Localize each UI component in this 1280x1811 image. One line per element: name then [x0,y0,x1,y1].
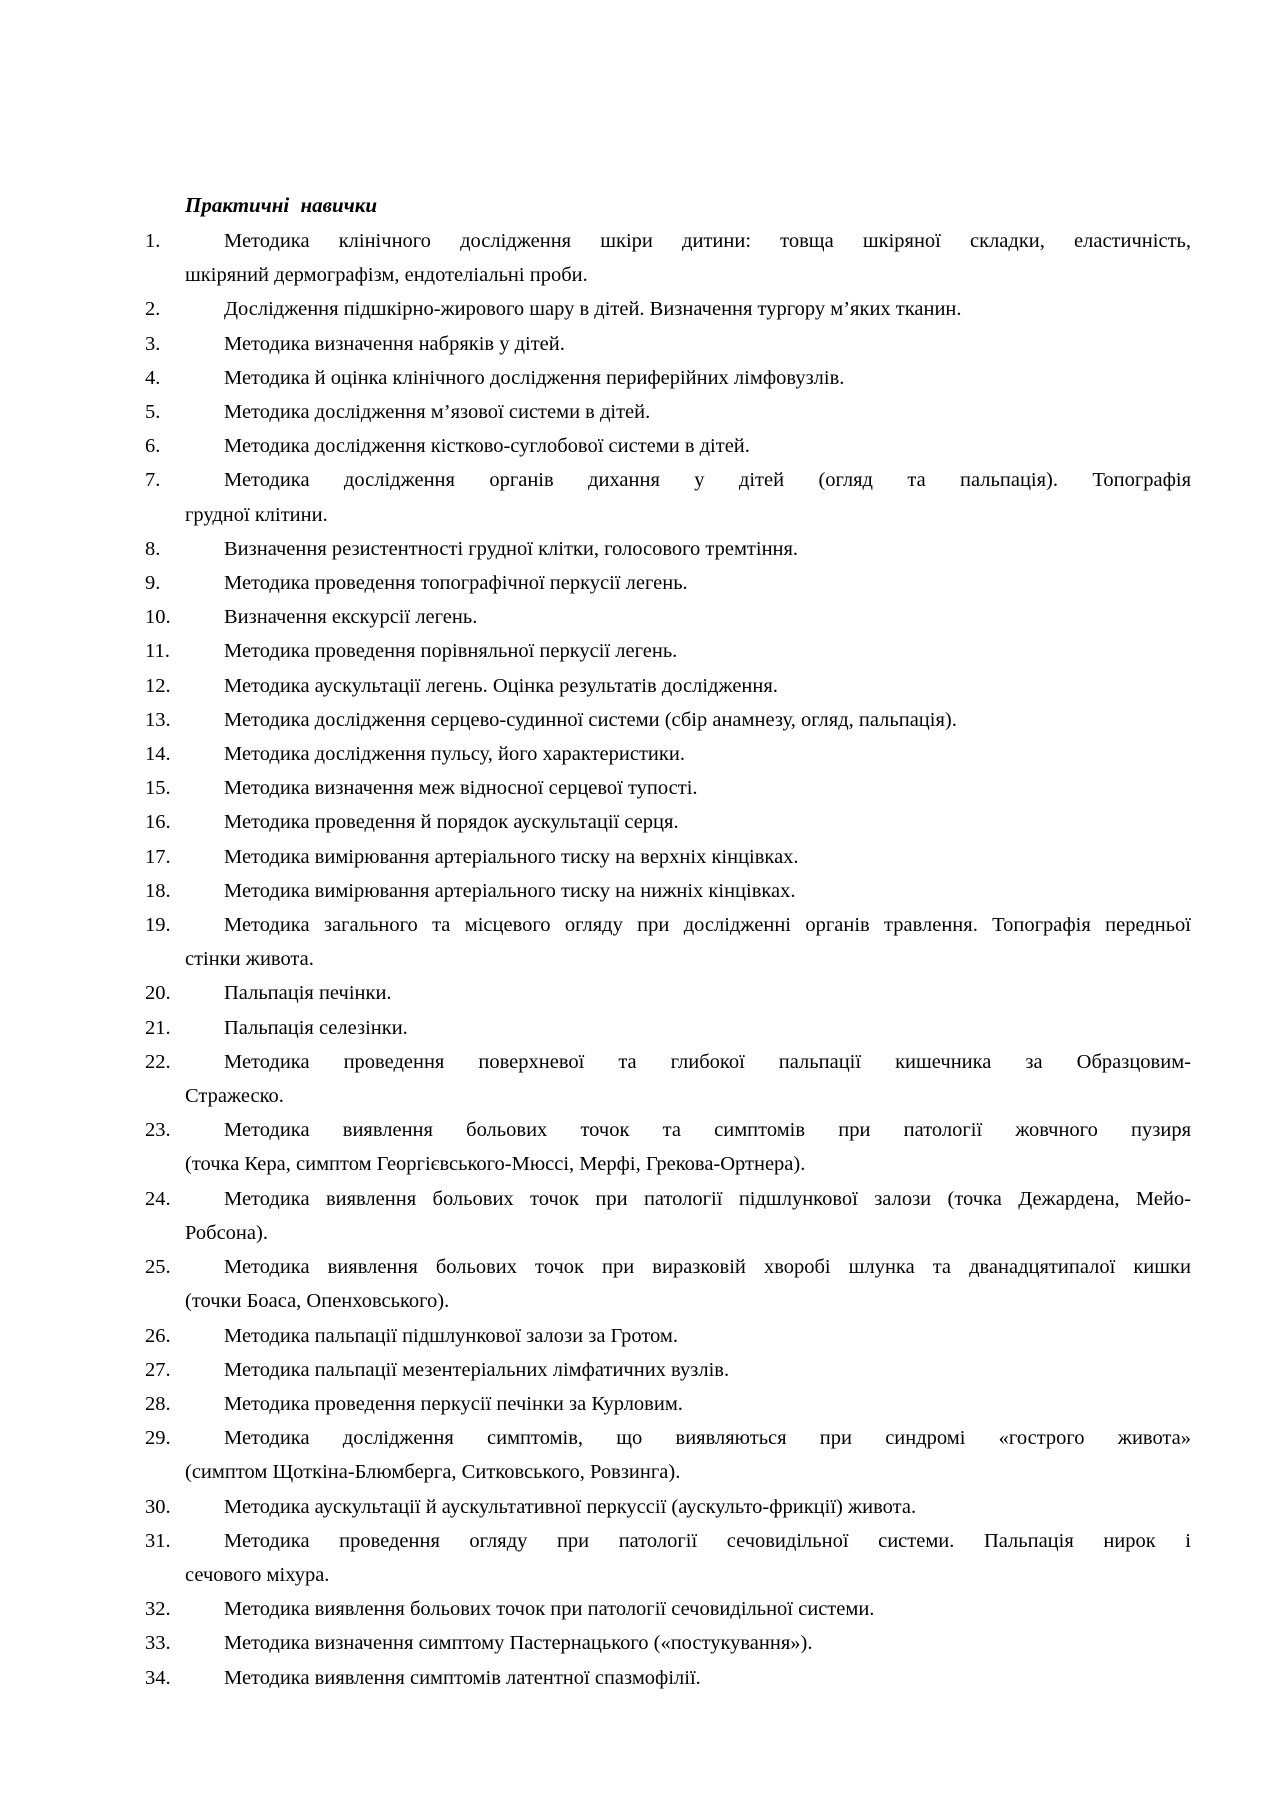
list-item-text-continued: (симптом Щоткіна-Блюмберга, Ситковського, Ровзинга). [185,1461,681,1484]
list-item-text: Методика проведення огляду при патології сечовидільної системи. Пальпація нирок і [224,1529,1191,1552]
list-item-text: Методика дослідження кістково-суглобової системи в дітей. [224,435,750,458]
list-item-number: 12. [145,674,171,697]
list-item-number: 34. [145,1666,171,1689]
list-item [145,874,1191,908]
list-item-text: Методика проведення й порядок аускультації серця. [224,811,679,834]
list-item-number: 19. [145,914,171,937]
list-item-number: 33. [145,1632,171,1655]
list-item-text: Пальпація селезінки. [224,1016,408,1039]
list-item-text: Методика виявлення больових точок при виразковій хворобі шлунка та дванадцятипалої кишки [224,1256,1191,1279]
list-item-number: 1. [145,230,161,252]
list-item-text: Методика загального та місцевого огляду при дослідженні органів травлення. Топографія передньої [224,914,1191,937]
list-item-text-continued: (точка Кера, симптом Георгієвського-Мюссі, Мерфі, Грекова-Ортнера). [185,1153,806,1176]
list-item-number: 28. [145,1392,171,1415]
list-item [145,1661,1191,1695]
list-item [145,976,1191,1010]
list-item-number: 3. [145,332,161,355]
list-item-number: 13. [145,708,171,731]
list-item-number: 8. [145,537,161,560]
list-item-text: Методика клінічного дослідження шкіри дитини: товща шкіряної складки, еластичність, [224,230,1191,252]
list-item-text-continued: шкіряний дермографізм, ендотеліальні проби. [185,264,588,287]
list-item [145,805,1191,839]
list-item-text: Методика проведення порівняльної перкусії легень. [224,640,678,663]
list-item-text: Методика проведення перкусії печінки за Курловим. [224,1392,683,1415]
list-item-number: 7. [145,469,161,492]
list-item-text-continued: сечового міхура. [185,1563,330,1586]
list-item-number: 6. [145,435,161,458]
list-item [145,600,1191,634]
list-item-text: Методика визначення симптому Пастернацького («постукування»). [224,1632,813,1655]
list-item-number: 16. [145,811,171,834]
list-item-text: Методика аускультації й аускультативної перкуссії (аускульто-фрикції) живота. [224,1495,917,1518]
list-item-text: Методика дослідження симптомів, що виявляються при синдромі «гострого живота» [224,1427,1191,1450]
list-item [145,1524,1191,1592]
section-heading: Практичні навички [185,193,378,217]
list-item-text: Методика виявлення симптомів латентної спазмофілії. [224,1666,701,1689]
list-item [145,1421,1191,1489]
list-item-number: 26. [145,1324,171,1347]
list-item-text: Методика дослідження пульсу, його характеристики. [224,743,685,766]
list-item-text: Методика проведення топографічної перкусії легень. [224,572,688,595]
list-item [145,395,1191,429]
list-item-text: Методика визначення меж відносної серцевої тупості. [224,777,698,800]
list-item-number: 23. [145,1119,171,1142]
list-item-text: Методика виявлення больових точок та симптомів при патології жовчного пузиря [224,1119,1191,1142]
list-item-text: Методика визначення набряків у дітей. [224,332,565,355]
list-item-text: Методика вимірювання артеріального тиску на верхніх кінцівках. [224,845,799,868]
list-item-text: Пальпація печінки. [224,982,392,1005]
list-item-number: 31. [145,1529,171,1552]
list-item [145,840,1191,874]
list-item-text: Визначення резистентності грудної клітки, голосового тремтіння. [224,537,799,560]
list-item-text: Методика проведення поверхневої та глибокої пальпації кишечника за Образцовим- [224,1050,1191,1073]
list-item-number: 17. [145,845,171,868]
list-item-number: 25. [145,1256,171,1279]
list-item [145,1182,1191,1250]
list-item [145,908,1191,976]
list-item-number: 18. [145,879,171,902]
list-item-text: Методика пальпації підшлункової залози за Гротом. [224,1324,678,1347]
list-item [145,1113,1191,1181]
list-item-number: 11. [145,640,170,663]
list-item-text: Методика аускультації легень. Оцінка результатів дослідження. [224,674,778,697]
list-item-text: Методика виявлення больових точок при патології сечовидільної системи. [224,1598,875,1621]
list-item-text: Методика й оцінка клінічного дослідження периферійних лімфовузлів. [224,366,845,389]
list-item-number: 2. [145,298,161,321]
list-item [145,532,1191,566]
list-item [145,327,1191,361]
list-item [145,634,1191,668]
list-item-text-continued: грудної клітини. [185,503,328,526]
list-item-text-continued: стінки живота. [185,948,314,971]
list-item-number: 14. [145,743,171,766]
list-item [145,1045,1191,1113]
list-item-text: Дослідження підшкірно-жирового шару в дітей. Визначення тургору м’яких тканин. [224,298,962,321]
list-item [145,1011,1191,1045]
list-item [145,1353,1191,1387]
list-item [145,224,1191,292]
list-item-number: 10. [145,606,171,629]
list-item [145,463,1191,531]
list-item [145,669,1191,703]
list-item-text: Методика дослідження органів дихання у дітей (огляд та пальпація). Топографія [224,469,1191,492]
list-item-text: Методика вимірювання артеріального тиску на нижніх кінцівках. [224,879,796,902]
list-item-number: 21. [145,1016,171,1039]
list-item-number: 29. [145,1427,171,1450]
list-item [145,292,1191,326]
list-item-number: 5. [145,401,161,424]
list-item-number: 30. [145,1495,171,1518]
list-item [145,1592,1191,1626]
list-item-text: Методика дослідження серцево-судинної системи (сбір анамнезу, огляд, пальпація). [224,708,957,731]
list-item [145,429,1191,463]
list-item-text: Методика дослідження м’язової системи в дітей. [224,401,651,424]
list-item [145,1250,1191,1318]
list-item-number: 4. [145,366,161,389]
list-item-text-continued: Робсона). [185,1221,268,1244]
list-item-text-continued: Стражеско. [185,1085,284,1108]
list-item [145,1319,1191,1353]
list-item-number: 24. [145,1187,171,1210]
list-item-number: 20. [145,982,171,1005]
list-item-number: 15. [145,777,171,800]
list-item [145,1387,1191,1421]
list-item [145,361,1191,395]
list-item-text: Методика виявлення больових точок при патології підшлункової залози (точка Дежардена, Мейо- [224,1187,1191,1210]
list-item-number: 32. [145,1598,171,1621]
list-item [145,1626,1191,1660]
list-item-text: Визначення екскурсії легень. [224,606,478,629]
skills-list [145,224,1191,1695]
list-item-text: Методика пальпації мезентеріальних лімфатичних вузлів. [224,1358,730,1381]
list-item-number: 27. [145,1358,171,1381]
list-item [145,703,1191,737]
list-item [145,737,1191,771]
list-item-number: 22. [145,1050,171,1073]
list-item [145,1490,1191,1524]
list-item [145,566,1191,600]
list-item-number: 9. [145,572,161,595]
list-item [145,771,1191,805]
list-item-text-continued: (точки Боаса, Опенховського). [185,1290,450,1313]
